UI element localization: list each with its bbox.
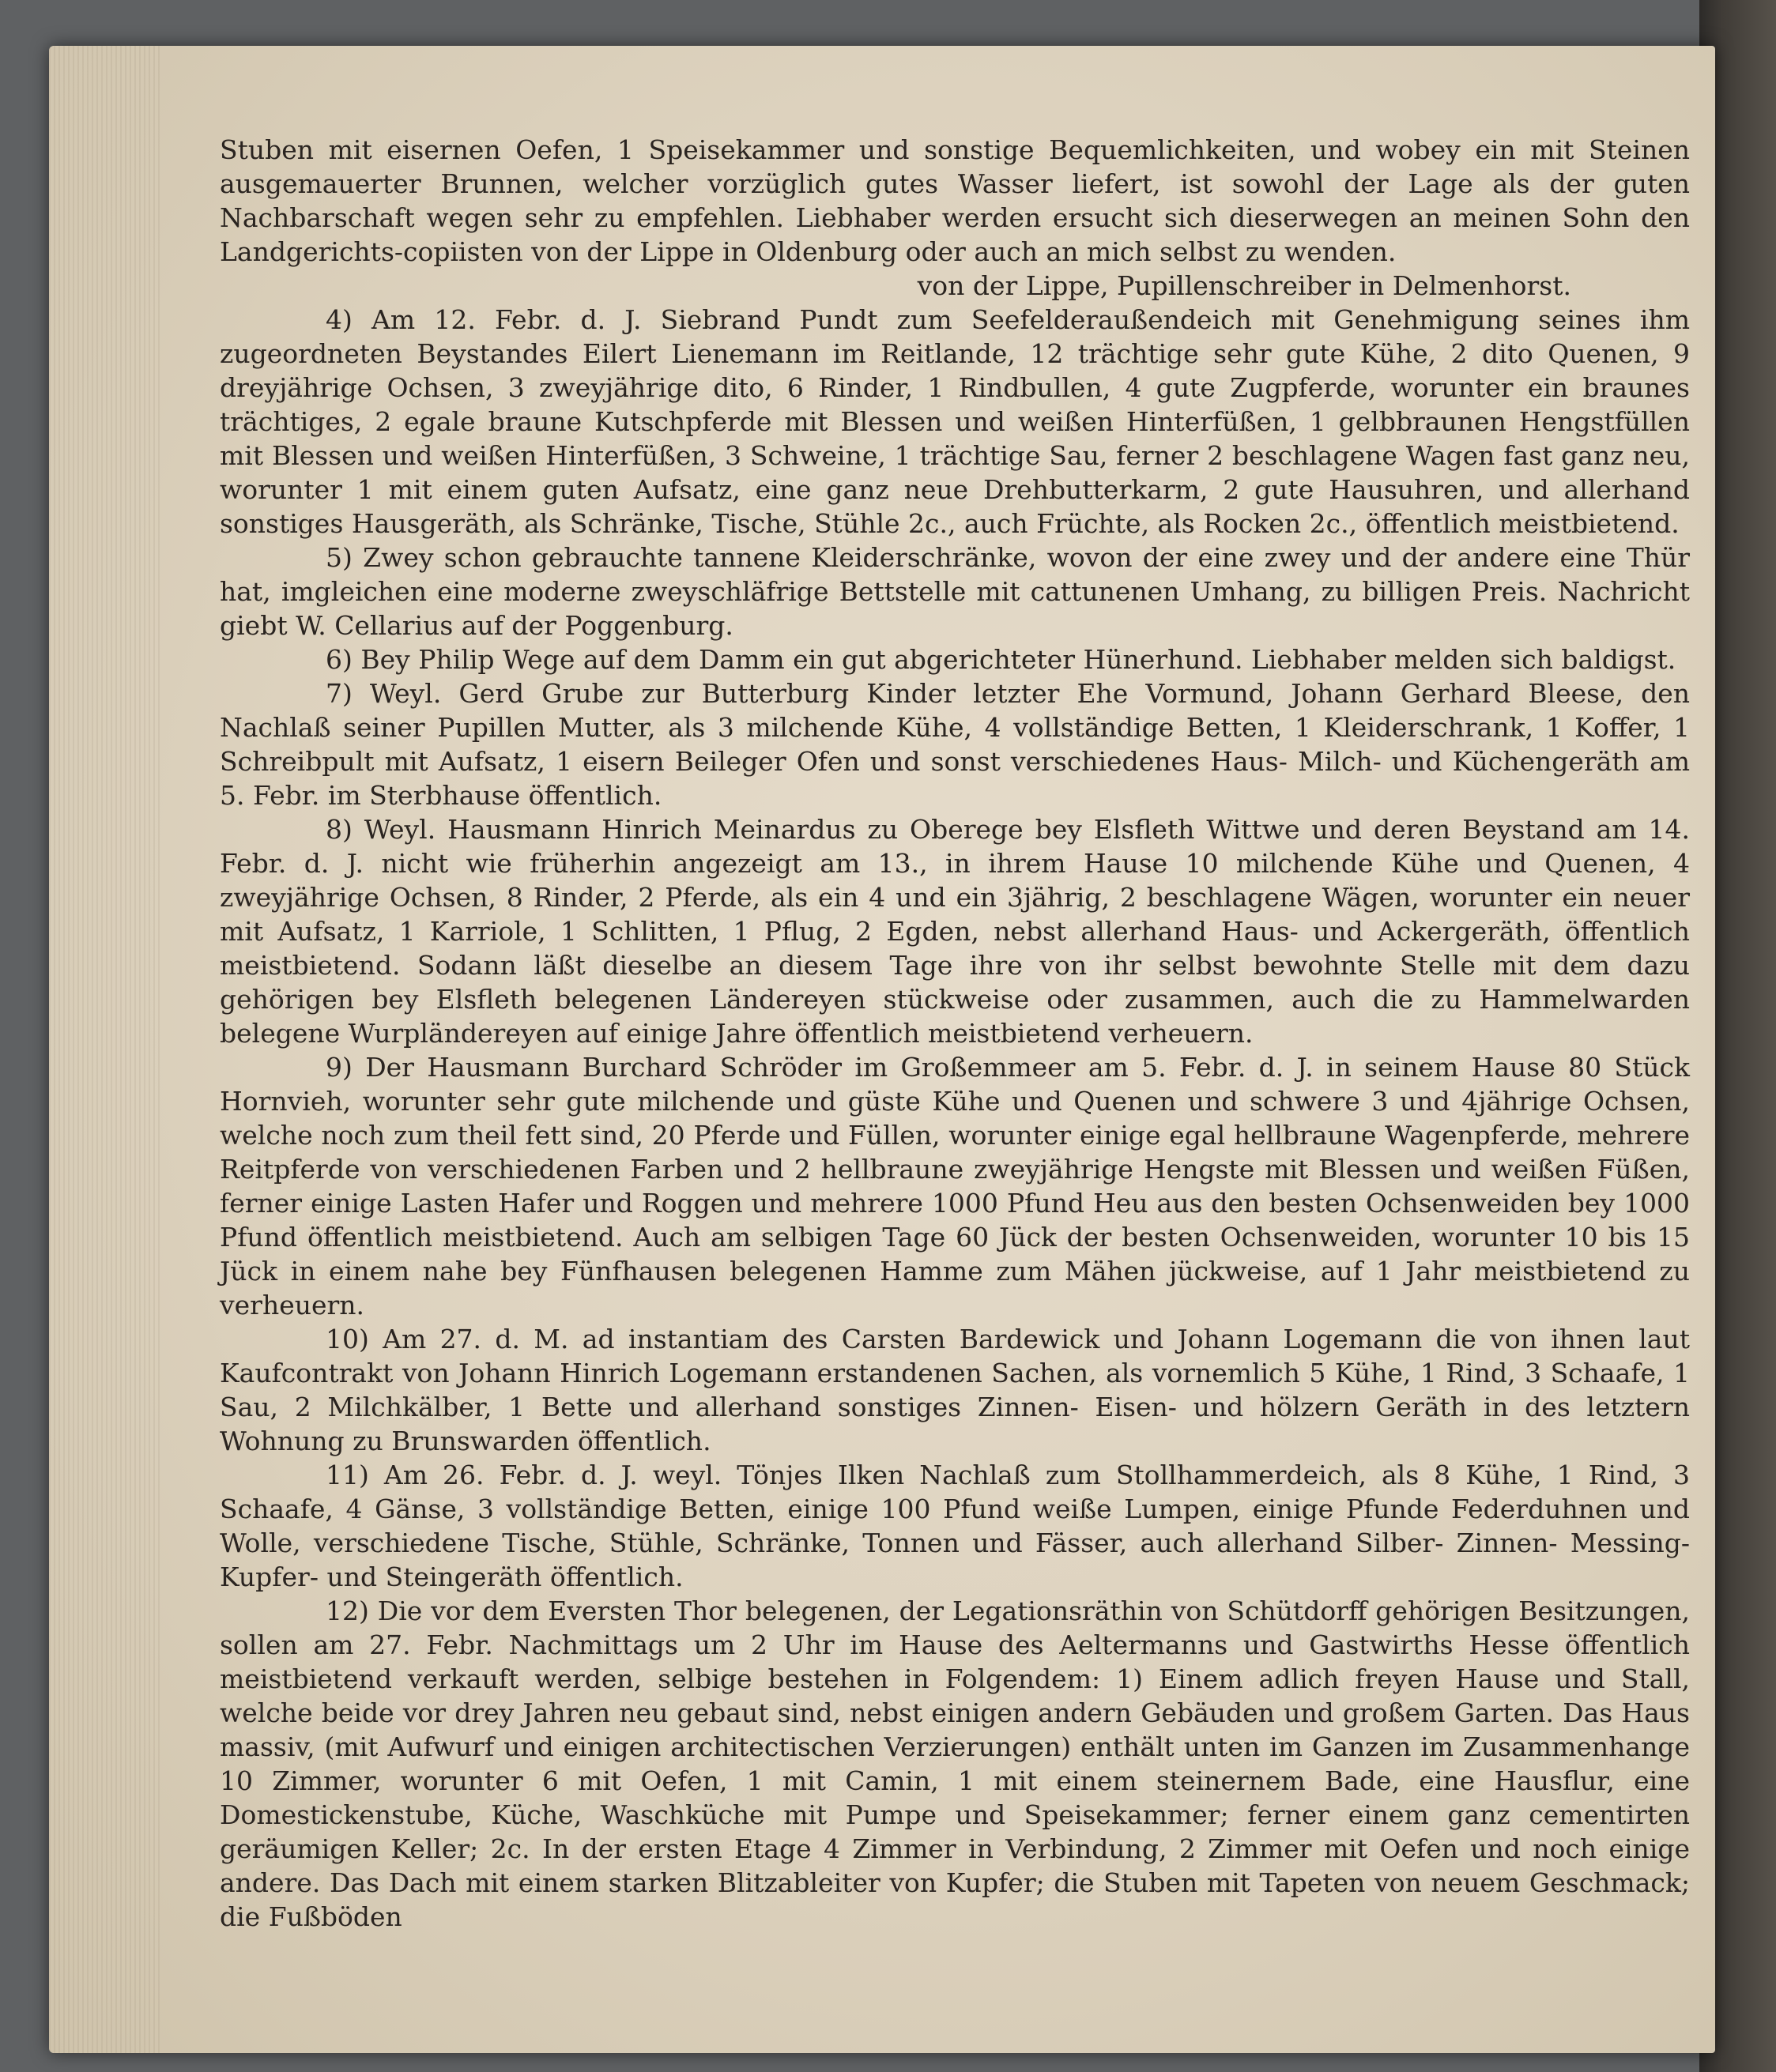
paragraph-item-9: 9) Der Hausmann Burchard Schröder im Großemmeer am 5. Febr. d. J. in seinem Hause 80 Stück Hornvieh, worunter sehr gute milchende und güste Kühe und Quenen und schwere 3 und 4jährige Ochsen, welche noch zum theil fett sind, 20 Pferde und Füllen, worunter einige egal hellbraune Wagenpferde, mehrere Reitpferde von verschiedenen Farben und 2 hellbraune zweyjährige Hengste mit Blessen und weißen Füßen, ferner einige Lasten Hafer und Roggen und mehrere 1000 Pfund Heu aus den besten Ochsenweiden bey 1000 Pfund öffentlich meistbietend. Auch am selbigen Tage 60 Jück der besten Ochsenweiden, worunter 10 bis 15 Jück in einem nahe bey Fünfhausen belegenen Hamme zum Mähen jückweise, auf 1 Jahr meistbietend zu verheuern. — [220, 1052, 1690, 1320]
paragraph-item-4: 4) Am 12. Febr. d. J. Siebrand Pundt zum Seefelderaußendeich mit Genehmigung seines ihm zugeordneten Beystandes Eilert Lienemann im Reitlande, 12 trächtige sehr gute Kühe, 2 dito Quenen, 9 dreyjährige Ochsen, 3 zweyjährige dito, 6 Rinder, 1 Rindbullen, 4 gute Zugpferde, worunter ein braunes trächtiges, 2 egale braune Kutschpferde mit Blessen und weißen Hinterfüßen, 1 gelbbraunen Hengstfüllen mit Blessen und weißen Hinterfüßen, 3 Schweine, 1 trächtige Sau, ferner 2 beschlagene Wagen fast ganz neu, worunter 1 mit einem guten Aufsatz, eine ganz neue Drehbutterkarm, 2 gute Hausuhren, und allerhand sonstiges Hausgeräth, als Schränke, Tische, Stühle 2c., auch Früchte, als Rocken 2c., öffentlich meistbietend. — [220, 304, 1690, 539]
paragraph-item-10: 10) Am 27. d. M. ad instantiam des Carsten Bardewick und Johann Logemann die von ihnen laut Kaufcontrakt von Johann Hinrich Logemann erstandenen Sachen, als vornemlich 5 Kühe, 1 Rind, 3 Schaafe, 1 Sau, 2 Milchkälber, 1 Bette und allerhand sonstiges Zinnen- Eisen- und hölzern Geräth in des letztern Wohnung zu Brunswarden öffentlich. — [220, 1324, 1690, 1456]
paragraph-item-7: 7) Weyl. Gerd Grube zur Butterburg Kinder letzter Ehe Vormund, Johann Gerhard Bleese, den Nachlaß seiner Pupillen Mutter, als 3 milchende Kühe, 4 vollständige Betten, 1 Kleiderschrank, 1 Koffer, 1 Schreibpult mit Aufsatz, 1 eisern Beileger Ofen und sonst verschiedenes Haus- Milch- und Küchengeräth am 5. Febr. im Sterbhause öffentlich. — [220, 678, 1690, 811]
paragraph-continuation: Stuben mit eisernen Oefen, 1 Speisekammer und sonstige Bequemlichkeiten, und wobey ein mit Steinen ausgemauerter Brunnen, welcher vorzüglich gutes Wasser liefert, ist sowohl der Lage als der guten Nachbarschaft wegen sehr zu empfehlen. Liebhaber werden ersucht sich dieserwegen an meinen Sohn den Landgerichts-copiisten von der Lippe in Oldenburg oder auch an mich selbst zu wenden. — [220, 134, 1690, 267]
paragraph-item-6: 6) Bey Philip Wege auf dem Damm ein gut abgerichteter Hünerhund. Liebhaber melden sich baldigst. — [326, 644, 1676, 675]
document-text — [220, 133, 1690, 1934]
paragraph-item-8: 8) Weyl. Hausmann Hinrich Meinardus zu Oberege bey Elsfleth Wittwe und deren Beystand am 14. Febr. d. J. nicht wie früherhin angezeigt am 13., in ihrem Hause 10 milchende Kühe und Quenen, 4 zweyjährige Ochsen, 8 Rinder, 2 Pferde, als ein 4 und ein 3jährig, 2 beschlagene Wägen, worunter ein neuer mit Aufsatz, 1 Karriole, 1 Schlitten, 1 Pflug, 2 Egden, nebst allerhand Haus- und Ackergeräth, öffentlich meistbietend. Sodann läßt dieselbe an diesem Tage ihre von ihr selbst bewohnte Stelle mit dem dazu gehörigen bey Elsfleth belegenen Ländereyen stückweise oder zusammen, auch die zu Hammelwarden belegene Wurpländereyen auf einige Jahre öffentlich meistbietend verheuern. — [220, 814, 1690, 1049]
paragraph-item-5: 5) Zwey schon gebrauchte tannene Kleiderschränke, wovon der eine zwey und der andere eine Thür hat, imgleichen eine moderne zweyschläfrige Bettstelle mit cattunenen Umhang, zu billigen Preis. Nachricht giebt W. Cellarius auf der Poggenburg. — [220, 542, 1690, 641]
paragraph-item-11: 11) Am 26. Febr. d. J. weyl. Tönjes Ilken Nachlaß zum Stollhammerdeich, als 8 Kühe, 1 Rind, 3 Schaafe, 4 Gänse, 3 vollständige Betten, einige 100 Pfund weiße Lumpen, einige Pfunde Federduhnen und Wolle, verschiedene Tische, Stühle, Schränke, Tonnen und Fässer, auch allerhand Silber- Zinnen- Messing- Kupfer- und Steingeräth öffentlich. — [220, 1460, 1690, 1592]
page-edges — [49, 46, 160, 2053]
paragraph-item-12: 12) Die vor dem Eversten Thor belegenen, der Legationsräthin von Schütdorff gehörigen Besitzungen, sollen am 27. Febr. Nachmittags um 2 Uhr im Hause des Aeltermanns und Gastwirths Hesse öffentlich meistbietend verkauft werden, selbige bestehen in Folgendem: 1) Einem adlich freyen Hause und Stall, welche beide vor drey Jahren neu gebaut sind, nebst einigen andern Gebäuden und großem Garten. Das Haus massiv, (mit Aufwurf und einigen architectischen Verzierungen) enthält unten im Ganzen im Zusammenhange 10 Zimmer, worunter 6 mit Oefen, 1 mit Camin, 1 mit einem steinernem Bade, eine Hausflur, eine Domestickenstube, Küche, Waschküche mit Pumpe und Speisekammer; ferner einem ganz cementirten geräumigen Keller; 2c. In der ersten Etage 4 Zimmer in Verbindung, 2 Zimmer mit Oefen und noch einige andere. Das Dach mit einem starken Blitzableiter von Kupfer; die Stuben mit Tapeten von neuem Geschmack; die Fußböden — [220, 1595, 1690, 1932]
signature-line: von der Lippe, Pupillenschreiber in Delmenhorst. — [917, 270, 1571, 301]
